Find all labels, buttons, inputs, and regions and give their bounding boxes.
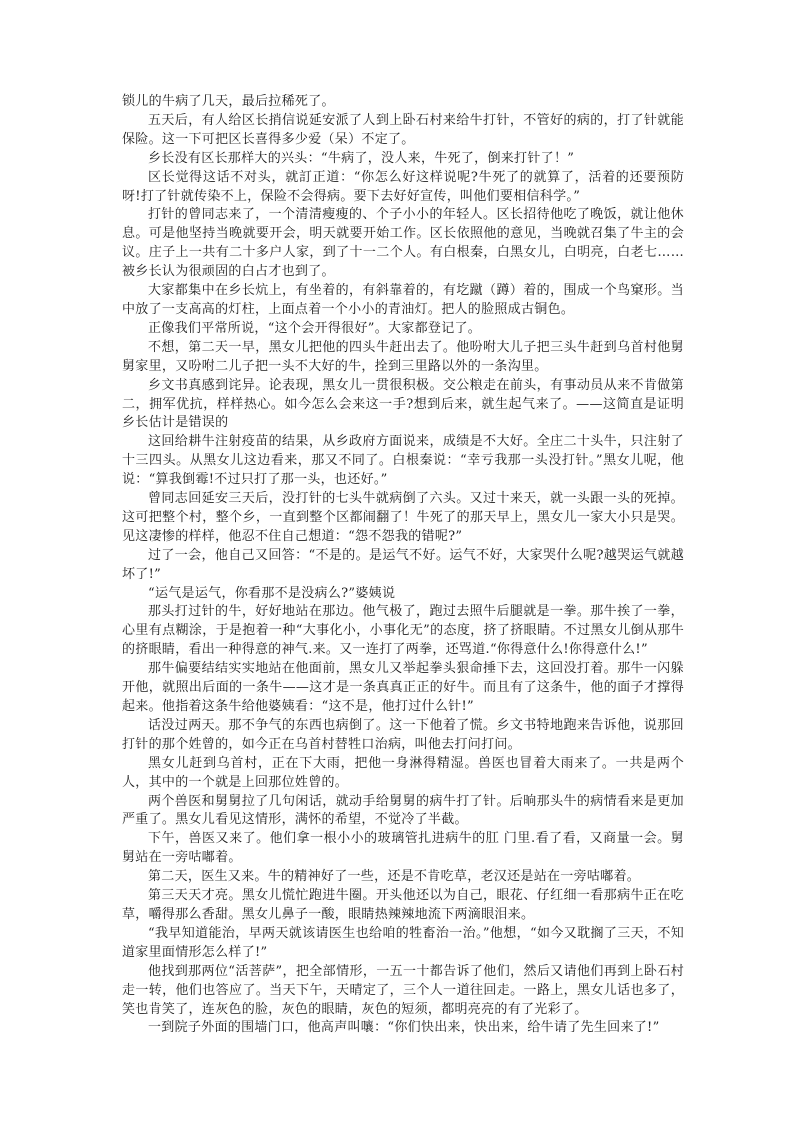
paragraph: 五天后，有人给区长捎信说延安派了人到上卧石村来给牛打针，不管好的病的，打了针就能保险。这一下可把区长喜得多少爱（呆）不定了。 — [122, 112, 684, 147]
paragraph: 两个兽医和舅舅拉了几句闲话，就动手给舅舅的病牛打了针。后晌那头牛的病情看来是更加严重了。黑女儿看见这情形，满怀的希望，不觉冷了半截。 — [122, 793, 684, 828]
paragraph: 他找到那两位“活菩萨”，把全部情形，一五一十都告诉了他们，然后又请他们再到上卧石村走一转，他们也答应了。当天下午，天晴定了，三个人一道往回走。一路上，黑女儿话也多了，笑也肯笑了，连灰色的脸，灰色的眼睛，灰色的短须，都明亮亮的有了光彩了。 — [122, 963, 684, 1017]
paragraph: 话没过两天。那不争气的东西也病倒了。这一下他着了慌。乡文书特地跑来告诉他，说那回打针的那个姓曾的，如今正在乌首村替牲口治病，叫他去打问打问。 — [122, 717, 684, 752]
paragraph: “运气是运气，你看那不是没病么?”婆姨说 — [148, 585, 396, 601]
paragraph: 那牛偏要结结实实地站在他面前，黑女儿又举起拳头狠命捶下去，这回没打着。那牛一闪躲开他，就照出后面的一条牛——这才是一条真真正正的好牛。而且有了这条牛，他的面子才撑得起来。他指着这条牛给他婆姨看：“这不是，他打过什么针!” — [122, 661, 684, 714]
paragraph: 黑女儿赶到乌首村，正在下大雨，把他一身淋得精湿。兽医也冒着大雨来了。一共是两个人，其中的一个就是上回那位姓曾的。 — [122, 755, 684, 790]
document-body — [122, 93, 684, 1038]
paragraph: 打针的曾同志来了，一个清清瘦瘦的、个子小小的年轻人。区长招待他吃了晚饭，就让他休息。可是他坚持当晚就要开会，明天就要开始工作。区长依照他的意见，当晚就召集了牛主的会议。庄子上一共有二十多户人家，到了十一二个人。有白根秦，白黑女儿，白明亮，白老七……被乡长认为很顽固的白占才也到了。 — [122, 207, 684, 280]
paragraph: 第三天天才亮。黑女儿慌忙跑进牛圈。开头他还以为自己，眼花、仔红细一看那病牛正在吃草，嚼得那么香甜。黑女儿鼻子一酸，眼睛热辣辣地流下两滴眼泪来。 — [122, 888, 684, 922]
paragraph: “我早知道能治，早两天就该请医生也给咱的牲畜治一治。”他想，“如今又耽搁了三天，不知道家里面情形怎么样了!” — [122, 925, 684, 960]
paragraph: 乡文书真感到诧异。论表现，黑女儿一贯很积极。交公粮走在前头，有事动员从来不肯做第二，拥军优抗，样样热心。如今怎么会来这一手?想到后来，就生起气来了。——这简直是证明乡长估计是错误的 — [122, 377, 684, 431]
paragraph: 过了一会，他自己又回答：“不是的。是运气不好。运气不好，大家哭什么呢?越哭运气就越坏了!” — [122, 547, 684, 582]
paragraph: 曾同志回延安三天后，没打针的七头牛就病倒了六头。又过十来天，就一头跟一头的死掉。这可把整个村，整个乡，一直到整个区都闹翻了！牛死了的那天早上，黑女儿一家大小只是哭。见这凄惨的样样，他忍不住自己想道：“怨不怨我的错呢?” — [122, 491, 684, 544]
paragraph: 不想，第二天一早，黑女儿把他的四头牛赶出去了。他吩咐大儿子把三头牛赶到乌首村他舅舅家里，又吩咐二儿子把一头不大好的牛，拴到三里路以外的一条沟里。 — [122, 339, 684, 374]
paragraph: 大家都集中在乡长炕上，有坐着的，有斜靠着的，有圪蹴（蹲）着的，围成一个鸟窠形。当中放了一支高高的灯柱，上面点着一个小小的青油灯。把人的脸照成古铜色。 — [122, 283, 684, 317]
paragraph: 第二天，医生又来。牛的精神好了一些，还是不肯吃草，老汉还是站在一旁咕嘟着。 — [148, 869, 641, 885]
paragraph: 那头打过针的牛，好好地站在那边。他气极了，跑过去照牛后腿就是一拳。那牛挨了一拳，心里有点糊涂，于是抱着一种“大事化小，小事化无”的态度，挤了挤眼睛。不过黑女儿倒从那牛的挤眼睛，看出一种得意的神气.来。又一连打了两拳，还骂道.“你得意什么!你得意什么!” — [122, 604, 684, 658]
paragraph: 乡长没有区长那样大的兴头：“牛病了，没人来，牛死了，倒来打针了！” — [148, 150, 575, 166]
paragraph: 正像我们平常所说，“这个会开得很好”。大家都登记了。 — [148, 320, 482, 336]
paragraph: 区长觉得这话不对头，就訂正道：“你怎么好这样说呢?牛死了的就算了，活着的还要预防呀!打了针就传染不上，保险不会得病。要下去好好宣传，叫他们要相信科学。” — [122, 169, 684, 204]
paragraph: 这回给耕牛注射疫苗的结果，从乡政府方面说来，成绩是不大好。全庄二十头牛，只注射了十三四头。从黑女儿这边看来，那又不同了。白根秦说：“幸亏我那一头没打针。”黑女儿呢，他说：“算我倒霉!不过只打了那一头，也还好。” — [122, 434, 684, 488]
paragraph: 下午，兽医又来了。他们拿一根小小的玻璃管扎进病牛的肛 门里.看了看，又商量一会。舅舅站在一旁咕嘟着。 — [122, 831, 684, 866]
paragraph: 一到院子外面的围墙门口，他高声叫嚷：“你们快出来，快出来，给牛请了先生回来了!” — [148, 1020, 660, 1036]
paragraph: 锁儿的牛病了几天，最后拉稀死了。 — [122, 94, 335, 109]
